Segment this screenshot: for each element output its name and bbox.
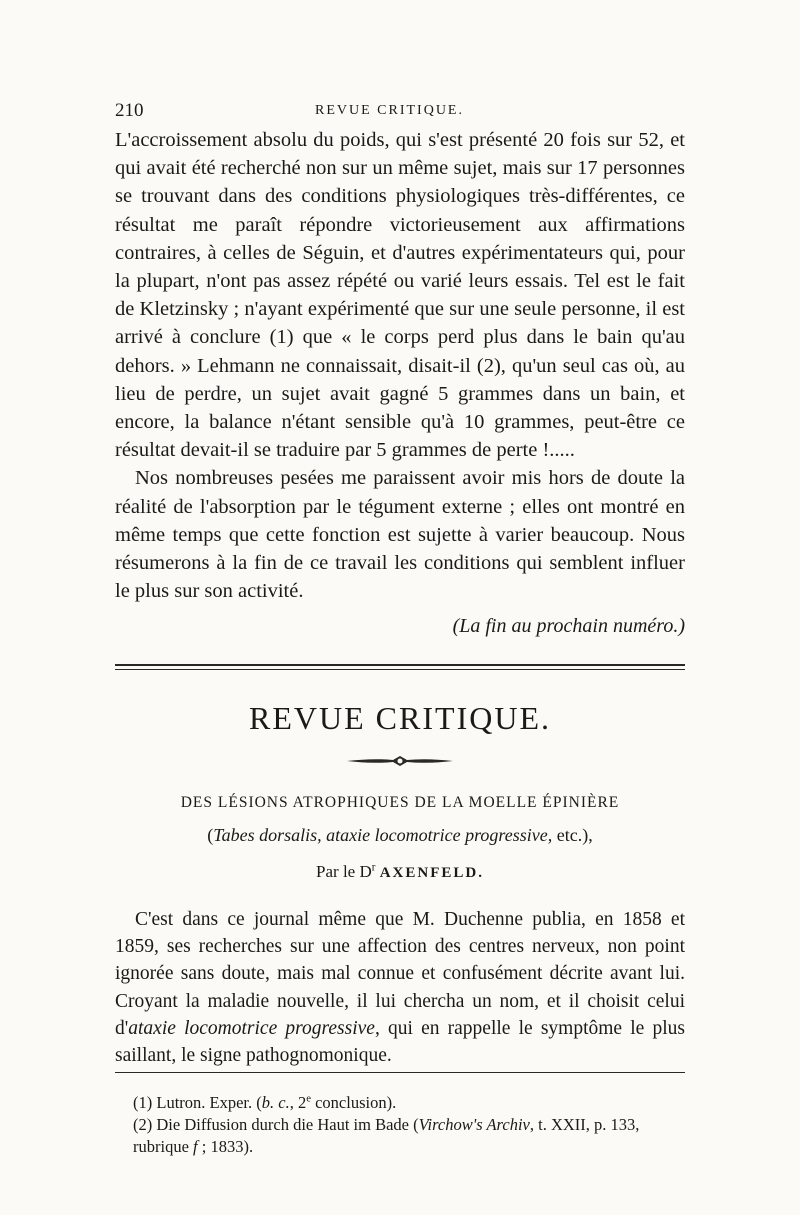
subtitle-tail: etc.), bbox=[552, 825, 593, 845]
subtitle-paren: ( bbox=[207, 825, 214, 845]
text-run: C'est dans ce journal même que M. Duchenne publia, en 1858 et 1859, ses recherches sur une affection des centres nerveux, non point ignorée sans doute, mais mal connue et confusément décrite avant lui. Croyant la maladie nouvelle, il lui chercha un nom, et il choisit celui d' bbox=[115, 909, 685, 1039]
section-divider bbox=[115, 664, 685, 666]
article-title: DES LÉSIONS ATROPHIQUES DE LA MOELLE ÉPINIÈRE bbox=[180, 794, 620, 811]
footnote-1 bbox=[115, 1092, 685, 1114]
footnote-rule bbox=[115, 1072, 685, 1073]
section-title: REVUE CRITIQUE. bbox=[249, 700, 551, 736]
text-run: , 2 bbox=[289, 1093, 307, 1112]
subtitle-italic: Tabes dorsalis, ataxie locomotrice progressive, bbox=[213, 825, 553, 845]
footnote-2 bbox=[115, 1114, 685, 1158]
author-prefix: Par le D bbox=[316, 862, 372, 881]
author-name: AXENFELD. bbox=[379, 865, 484, 881]
section-divider bbox=[115, 669, 685, 670]
continuation-text bbox=[115, 126, 685, 605]
text-run: (1) Lutron. Exper. ( bbox=[133, 1093, 262, 1112]
footnotes bbox=[115, 1092, 685, 1158]
paragraph: Nos nombreuses pesées me paraissent avoir mis hors de doute la réalité de l'absorption par le tégument externe ; elles ont montré en même temps que cette fonction est sujette à varier beaucoup. Nous résumerons à la fin de ce travail les conditions qui semblent influer le plus sur son activité. bbox=[115, 467, 685, 603]
paragraph: L'accroissement absolu du poids, qui s'est présenté 20 fois sur 52, et qui avait été recherché non sur un même sujet, mais sur 17 personnes se trouvant dans des conditions physiologiques très-différentes, ce résultat me paraît répondre victorieusement aux affirmations contraires, à celles de Séguin, et d'autres expérimentateurs qui, pour la plupart, n'ont pas assez répété ou varié leurs essais. Tel est le fait de Kletzinsky ; n'ayant expérimenté que sur une seule personne, il est arrivé à conclure (1) que « le corps perd plus dans le bain qu'au dehors. » Lehmann ne connaissait, disait-il (2), qu'un seul cas où, au lieu de perdre, un sujet avait gagné 5 grammes dans un bain, et encore, la balance n'étant sensible qu'à 10 grammes, peut-être ce résultat devait-il se traduire par 5 grammes de perte !..... bbox=[115, 129, 685, 462]
italic-run: b. c. bbox=[261, 1093, 290, 1112]
superscript: e bbox=[306, 1092, 311, 1105]
running-head bbox=[115, 100, 685, 124]
italic-run: Virchow's Archiv bbox=[418, 1115, 530, 1134]
author-title-sup: r bbox=[371, 861, 376, 874]
text-run: , t. XXII, p. 133, rubrique bbox=[133, 1115, 640, 1156]
text-run: , qui en rappelle le symptôme le plus saillant, le signe pathognomonique. bbox=[115, 1017, 686, 1067]
ornament-divider bbox=[345, 755, 455, 767]
author-line bbox=[115, 862, 685, 882]
running-title: REVUE CRITIQUE. bbox=[315, 103, 464, 118]
article-body bbox=[115, 906, 685, 1069]
text-run: ; 1833). bbox=[197, 1137, 254, 1156]
page-number: 210 bbox=[115, 100, 144, 121]
article-subtitle bbox=[115, 825, 685, 846]
to-be-continued-note: (La fin au prochain numéro.) bbox=[452, 615, 685, 637]
text-run: (2) Die Diffusion durch die Haut im Bade ( bbox=[133, 1115, 419, 1134]
paragraph bbox=[115, 906, 685, 1069]
italic-run: ataxie locomotrice progressive bbox=[128, 1017, 375, 1039]
italic-run: f bbox=[193, 1137, 198, 1156]
text-run: conclusion). bbox=[310, 1093, 397, 1112]
